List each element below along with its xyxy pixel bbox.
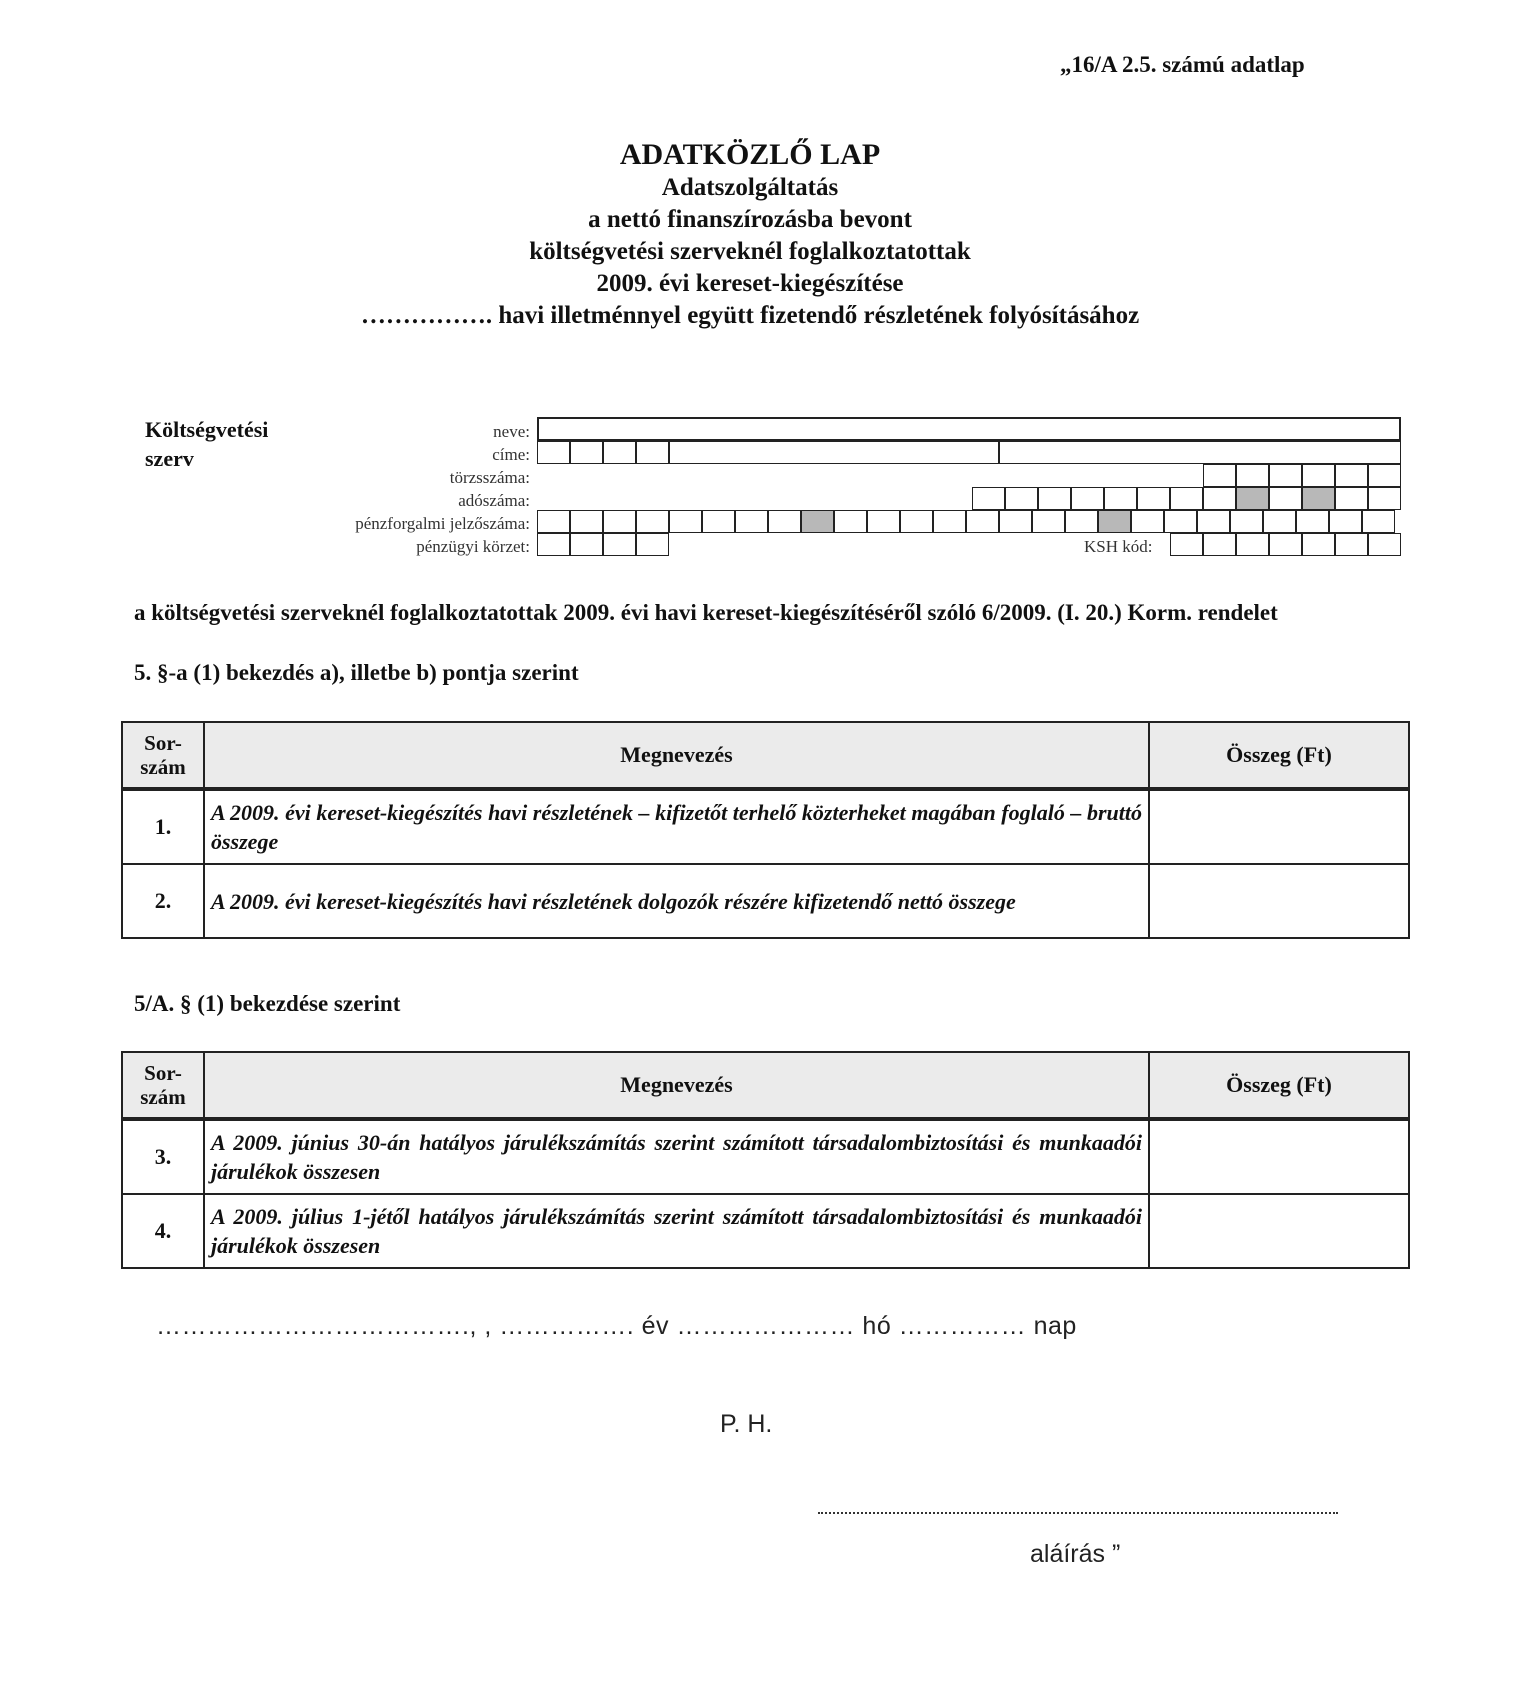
digit-cell[interactable]	[570, 533, 603, 556]
header-szam-text: szám	[140, 1085, 186, 1109]
digit-cell[interactable]	[999, 510, 1032, 533]
digit-cell[interactable]	[1032, 510, 1065, 533]
digit-cell[interactable]	[570, 510, 603, 533]
digit-cell[interactable]	[735, 510, 768, 533]
table-header-row	[122, 1052, 1409, 1119]
header-sor-text: Sor-	[144, 1061, 182, 1085]
org-label-line-1: Költségvetési	[145, 417, 269, 442]
separator-cell	[1098, 510, 1131, 533]
digit-cell[interactable]	[1170, 533, 1203, 556]
digit-cell[interactable]	[1302, 533, 1335, 556]
digit-cell[interactable]	[1038, 487, 1071, 510]
digit-cell[interactable]	[1368, 487, 1401, 510]
table-row	[122, 864, 1409, 938]
amount-cell[interactable]	[1149, 1194, 1409, 1268]
digit-cell[interactable]	[1335, 464, 1368, 487]
table-row	[122, 789, 1409, 864]
digit-cell[interactable]	[1368, 533, 1401, 556]
section-2-table	[121, 1051, 1410, 1269]
signature-label: aláírás ”	[1030, 1540, 1121, 1568]
stamp-placeholder: P. H.	[720, 1410, 773, 1438]
row-description: A 2009. évi kereset-kiegészítés havi részletének – kifizetőt terhelő közterheket magában foglaló – bruttó összege	[204, 789, 1149, 864]
digit-cell[interactable]	[1329, 510, 1362, 533]
digit-cell[interactable]	[933, 510, 966, 533]
separator-cell	[801, 510, 834, 533]
digit-cell[interactable]	[1131, 510, 1164, 533]
row-number: 2.	[122, 864, 204, 938]
org-label-line-2: szerv	[145, 446, 194, 471]
digit-cell[interactable]	[1065, 510, 1098, 533]
digit-cell[interactable]	[603, 510, 636, 533]
row-description: A 2009. évi kereset-kiegészítés havi részletének dolgozók részére kifizetendő nettó összege	[204, 864, 1149, 938]
row-number: 1.	[122, 789, 204, 864]
digit-cell[interactable]	[972, 487, 1005, 510]
digit-cell[interactable]	[537, 533, 570, 556]
title-line-5: ……………. havi illetménnyel együtt fizetendő részletének folyósításához	[360, 302, 1140, 329]
digit-cell[interactable]	[834, 510, 867, 533]
digit-cell[interactable]	[1197, 510, 1230, 533]
col-header-name: Megnevezés	[204, 722, 1149, 789]
digit-cell[interactable]	[1302, 464, 1335, 487]
form-identifier: „16/A 2.5. számú adatlap	[1060, 52, 1305, 77]
digit-cell[interactable]	[1137, 487, 1170, 510]
table-row	[122, 1119, 1409, 1194]
title-line-3: költségvetési szerveknél foglalkoztatottak	[529, 238, 971, 265]
digit-cell[interactable]	[1296, 510, 1329, 533]
amount-cell[interactable]	[1149, 864, 1409, 938]
digit-cell[interactable]	[702, 510, 735, 533]
col-header-number	[122, 722, 204, 789]
digit-cell[interactable]	[1263, 510, 1296, 533]
digit-cell[interactable]	[1203, 533, 1236, 556]
postcode-cell[interactable]	[636, 441, 669, 464]
digit-cell[interactable]	[1164, 510, 1197, 533]
digit-cell[interactable]	[1335, 487, 1368, 510]
digit-cell[interactable]	[1203, 487, 1236, 510]
signature-line[interactable]	[818, 1498, 1338, 1514]
section-2-heading: 5/A. § (1) bekezdése szerint	[134, 991, 401, 1016]
page-title: ADATKÖZLŐ LAP	[619, 138, 881, 171]
digit-cell[interactable]	[1170, 487, 1203, 510]
digit-cell[interactable]	[636, 533, 669, 556]
legal-reference: a költségvetési szerveknél foglalkoztatottak 2009. évi havi kereset-kiegészítéséről szóló 6/2009. (I. 20.) Korm. rendelet	[134, 600, 1278, 625]
header-sor-text: Sor-	[144, 731, 182, 755]
separator-cell	[1302, 487, 1335, 510]
section-1-heading: 5. §-a (1) bekezdés a), illetbe b) pontja szerint	[134, 660, 579, 685]
digit-cell[interactable]	[1368, 464, 1401, 487]
row-description: A 2009. július 1-jétől hatályos járulékszámítás szerint számított társadalombiztosítási és munkaadói járulékok összesen	[204, 1194, 1149, 1268]
col-header-amount: Összeg (Ft)	[1149, 1052, 1409, 1119]
org-bank-label: pénzforgalmi jelzőszáma:	[355, 514, 530, 533]
col-header-name: Megnevezés	[204, 1052, 1149, 1119]
row-number: 4.	[122, 1194, 204, 1268]
city-field[interactable]	[669, 441, 999, 464]
org-registry-label: törzsszáma:	[449, 468, 530, 487]
section-1-table	[121, 721, 1410, 939]
postcode-cell[interactable]	[537, 441, 570, 464]
digit-cell[interactable]	[1104, 487, 1137, 510]
digit-cell[interactable]	[537, 510, 570, 533]
col-header-number	[122, 1052, 204, 1119]
title-line-2: a nettó finanszírozásba bevont	[588, 206, 912, 233]
title-block	[0, 138, 1500, 332]
digit-cell[interactable]	[768, 510, 801, 533]
amount-cell[interactable]	[1149, 789, 1409, 864]
digit-cell[interactable]	[1269, 487, 1302, 510]
table-header-row	[122, 722, 1409, 789]
org-name-field[interactable]	[537, 417, 1401, 441]
amount-cell[interactable]	[1149, 1119, 1409, 1194]
digit-cell[interactable]	[1362, 510, 1395, 533]
digit-cell[interactable]	[1335, 533, 1368, 556]
digit-cell[interactable]	[669, 510, 702, 533]
table-row	[122, 1194, 1409, 1268]
header-szam-text: szám	[140, 755, 186, 779]
date-line[interactable]: ………………………………., , ……………. év ………………… hó …………… nap	[156, 1312, 1077, 1340]
digit-cell[interactable]	[1230, 510, 1263, 533]
digit-cell[interactable]	[1203, 464, 1236, 487]
digit-cell[interactable]	[603, 533, 636, 556]
digit-cell[interactable]	[636, 510, 669, 533]
digit-cell[interactable]	[867, 510, 900, 533]
digit-cell[interactable]	[1236, 533, 1269, 556]
title-line-1: Adatszolgáltatás	[661, 174, 839, 201]
org-tax-label: adószáma:	[458, 491, 530, 510]
row-number: 3.	[122, 1119, 204, 1194]
postcode-cell[interactable]	[603, 441, 636, 464]
org-address-label: címe:	[492, 445, 530, 464]
digit-cell[interactable]	[1269, 533, 1302, 556]
col-header-amount: Összeg (Ft)	[1149, 722, 1409, 789]
org-district-label: pénzügyi körzet:	[416, 537, 530, 556]
digit-cell[interactable]	[1269, 464, 1302, 487]
digit-cell[interactable]	[1071, 487, 1104, 510]
street-field[interactable]	[999, 441, 1401, 464]
postcode-cell[interactable]	[570, 441, 603, 464]
title-line-4: 2009. évi kereset-kiegészítése	[596, 270, 904, 297]
org-name-label: neve:	[493, 422, 530, 441]
digit-cell[interactable]	[966, 510, 999, 533]
separator-cell	[1236, 487, 1269, 510]
digit-cell[interactable]	[900, 510, 933, 533]
digit-cell[interactable]	[1236, 464, 1269, 487]
digit-cell[interactable]	[1005, 487, 1038, 510]
row-description: A 2009. június 30-án hatályos járulékszámítás szerint számított társadalombiztosítási és munkaadói járulékok összesen	[204, 1119, 1149, 1194]
ksh-code-label: KSH kód:	[1084, 537, 1153, 556]
